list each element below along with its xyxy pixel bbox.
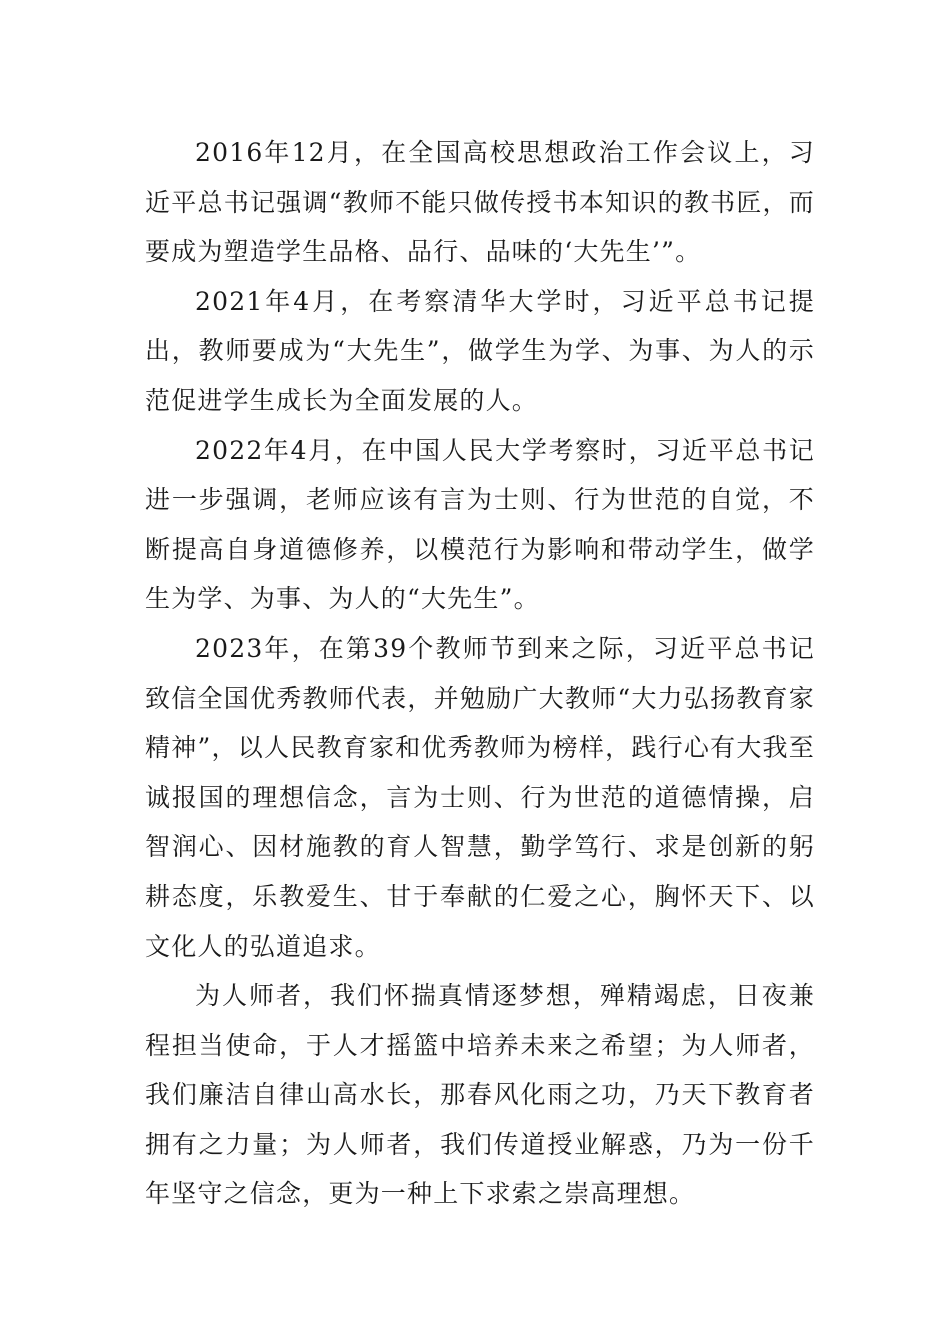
paragraph-teachers: 为人师者，我们怀揣真情逐梦想，殚精竭虑，日夜兼程担当使命，于人才摇篮中培养未来之希望；为人师者，我们廉洁自律山高水长，那春风化雨之功，乃天下教育者拥有之力量；为人师者，我们传道授业解惑，乃为一份千年坚守之信念，更为一种上下求索之崇高理想。 (145, 981, 815, 1209)
paragraph-2016: 2016年12月，在全国高校思想政治工作会议上，习近平总书记强调“教师不能只做传授书本知识的教书匠，而要成为塑造学生品格、品行、品味的‘大先生’”。 (145, 138, 815, 267)
document-body (145, 128, 815, 1219)
paragraph-2021: 2021年4月，在考察清华大学时，习近平总书记提出，教师要成为“大先生”，做学生为学、为事、为人的示范促进学生成长为全面发展的人。 (145, 286, 815, 415)
paragraph-2022: 2022年4月，在中国人民大学考察时，习近平总书记进一步强调，老师应该有言为士则、行为世范的自觉，不断提高自身道德修养，以模范行为影响和带动学生，做学生为学、为事、为人的“大先生”。 (145, 435, 815, 614)
paragraph-2023: 2023年，在第39个教师节到来之际，习近平总书记致信全国优秀教师代表，并勉励广大教师“大力弘扬教育家精神”，以人民教育家和优秀教师为榜样，践行心有大我至诚报国的理想信念，言为士则、行为世范的道德情操，启智润心、因材施教的育人智慧，勤学笃行、求是创新的躬耕态度，乐教爱生、甘于奉献的仁爱之心，胸怀天下、以文化人的弘道追求。 (145, 633, 815, 961)
